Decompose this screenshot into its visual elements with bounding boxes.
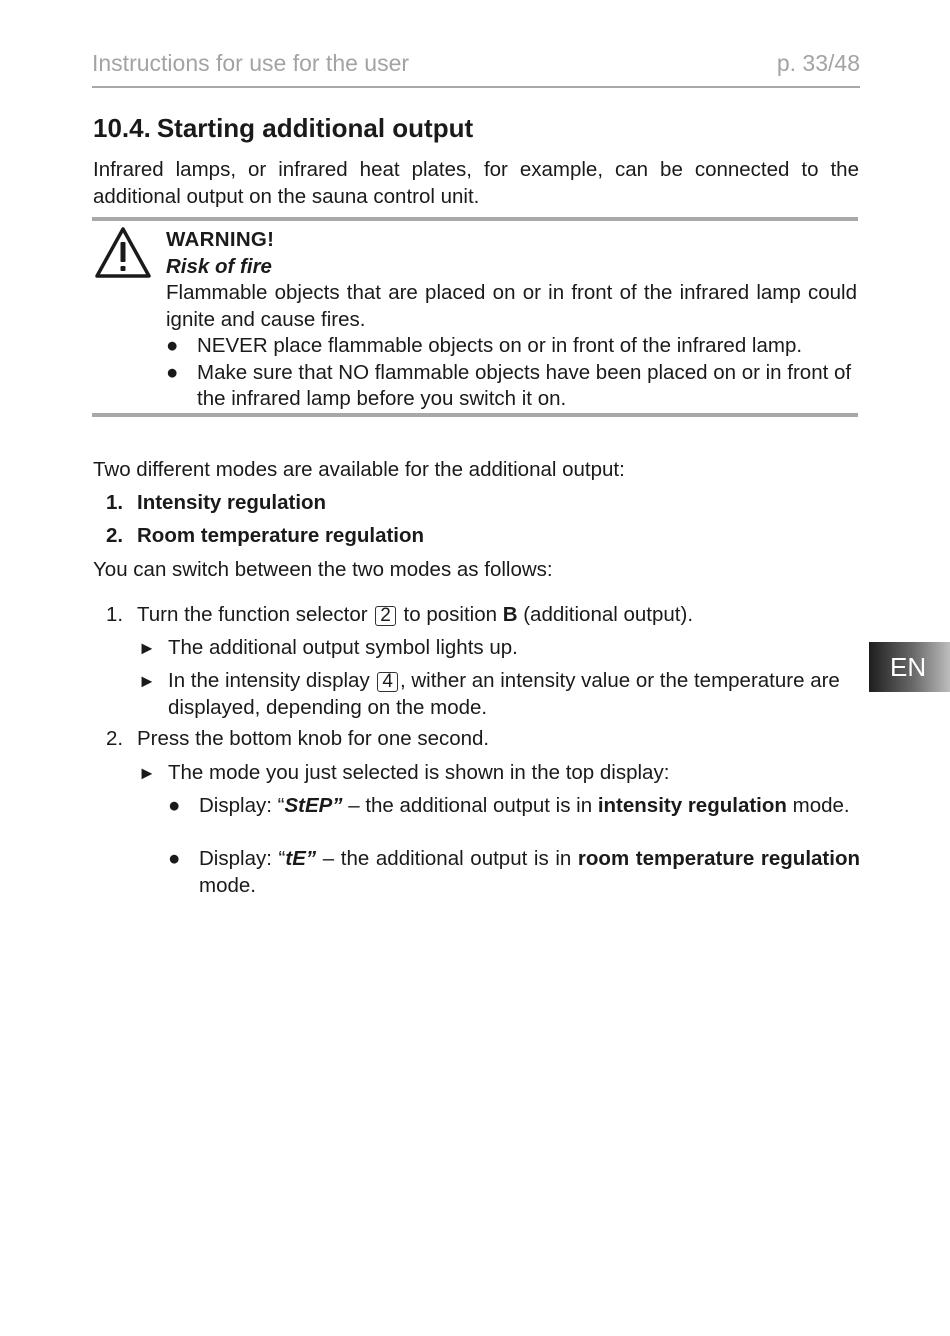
warning-bullet-text: Make sure that NO flammable objects have been placed on or in front of the infrared lamp before you switch it on. (197, 360, 852, 410)
warning-bullet (166, 333, 857, 360)
display-text-part: mode. (786, 794, 850, 817)
display-code: StEP” (284, 794, 343, 817)
reference-box: 2 (375, 606, 396, 626)
display-text-part: – the additional output is in (316, 847, 578, 870)
section-heading (93, 113, 473, 144)
mode-label: Room temperature regulation (137, 524, 425, 547)
display-text-part: mode. (199, 873, 256, 897)
display-code: tE” (285, 847, 317, 870)
warning-bullet-text: NEVER place flammable objects on or in front of the infrared lamp. (197, 334, 803, 357)
section-title: Starting additional output (156, 113, 474, 143)
result-text-part: In the intensity display (168, 669, 370, 692)
intro-paragraph: Infrared lamps, or infrared heat plates, for example, can be connected to the additional output on the sauna control unit. (93, 158, 859, 208)
arrow-icon: ► (138, 638, 156, 658)
result-text-part: , wither an intensity value or the temperature are displayed, depending on the mode. (168, 669, 840, 719)
bullet-icon: ● (166, 334, 179, 357)
warning-text (166, 227, 857, 413)
display-text (168, 846, 860, 899)
display-item (168, 793, 860, 820)
step-1 (106, 603, 693, 627)
arrow-icon: ► (138, 763, 156, 783)
step-text: (additional output). (523, 603, 694, 626)
mode-item (106, 524, 424, 548)
bullet-icon: ● (168, 794, 181, 817)
step-text: Press the bottom knob for one second. (137, 727, 490, 750)
warning-title: WARNING! (166, 228, 275, 251)
display-item (168, 846, 860, 899)
result-text (138, 668, 860, 721)
result-item (138, 668, 860, 721)
step-text: Turn the function selector (137, 603, 368, 626)
result-text: The mode you just selected is shown in the top display: (168, 761, 670, 784)
step-2 (106, 727, 489, 751)
mode-number: 1. (106, 491, 124, 514)
bullet-icon: ● (168, 847, 181, 870)
position-label: B (502, 603, 518, 626)
display-text-part: Display: “ (199, 847, 286, 870)
mode-number: 2. (106, 524, 124, 547)
arrow-icon: ► (138, 671, 156, 691)
mode-item (106, 491, 326, 515)
modes-intro: Two different modes are available for the additional output: (93, 458, 625, 481)
result-item (138, 760, 860, 787)
warning-subtitle: Risk of fire (166, 254, 272, 278)
warning-body: Flammable objects that are placed on or in front of the infrared lamp could ignite and cause fires. (166, 281, 857, 331)
warning-bullet (166, 360, 857, 413)
step-number: 1. (106, 603, 124, 626)
page-number: p. 33/48 (776, 50, 860, 76)
warning-box (92, 217, 858, 417)
warning-triangle-icon (94, 225, 152, 279)
mode-label: Intensity regulation (137, 491, 327, 514)
bullet-icon: ● (166, 360, 179, 384)
page-header (92, 48, 860, 88)
section-number: 10.4. (93, 113, 151, 143)
result-item (138, 635, 860, 662)
step-text: to position (403, 603, 497, 626)
display-text (168, 793, 860, 820)
reference-box: 4 (377, 672, 398, 692)
step-number: 2. (106, 727, 124, 750)
language-tab: EN (869, 642, 950, 692)
display-text-part: – the additional output is in (342, 794, 598, 817)
result-text: The additional output symbol lights up. (168, 636, 518, 659)
mode-name: room temperature regulation (577, 847, 860, 870)
display-text-part: Display: “ (199, 794, 285, 817)
switch-intro: You can switch between the two modes as follows: (93, 558, 553, 581)
mode-name: intensity regulation (597, 794, 787, 817)
document-title: Instructions for use for the user (92, 50, 410, 76)
